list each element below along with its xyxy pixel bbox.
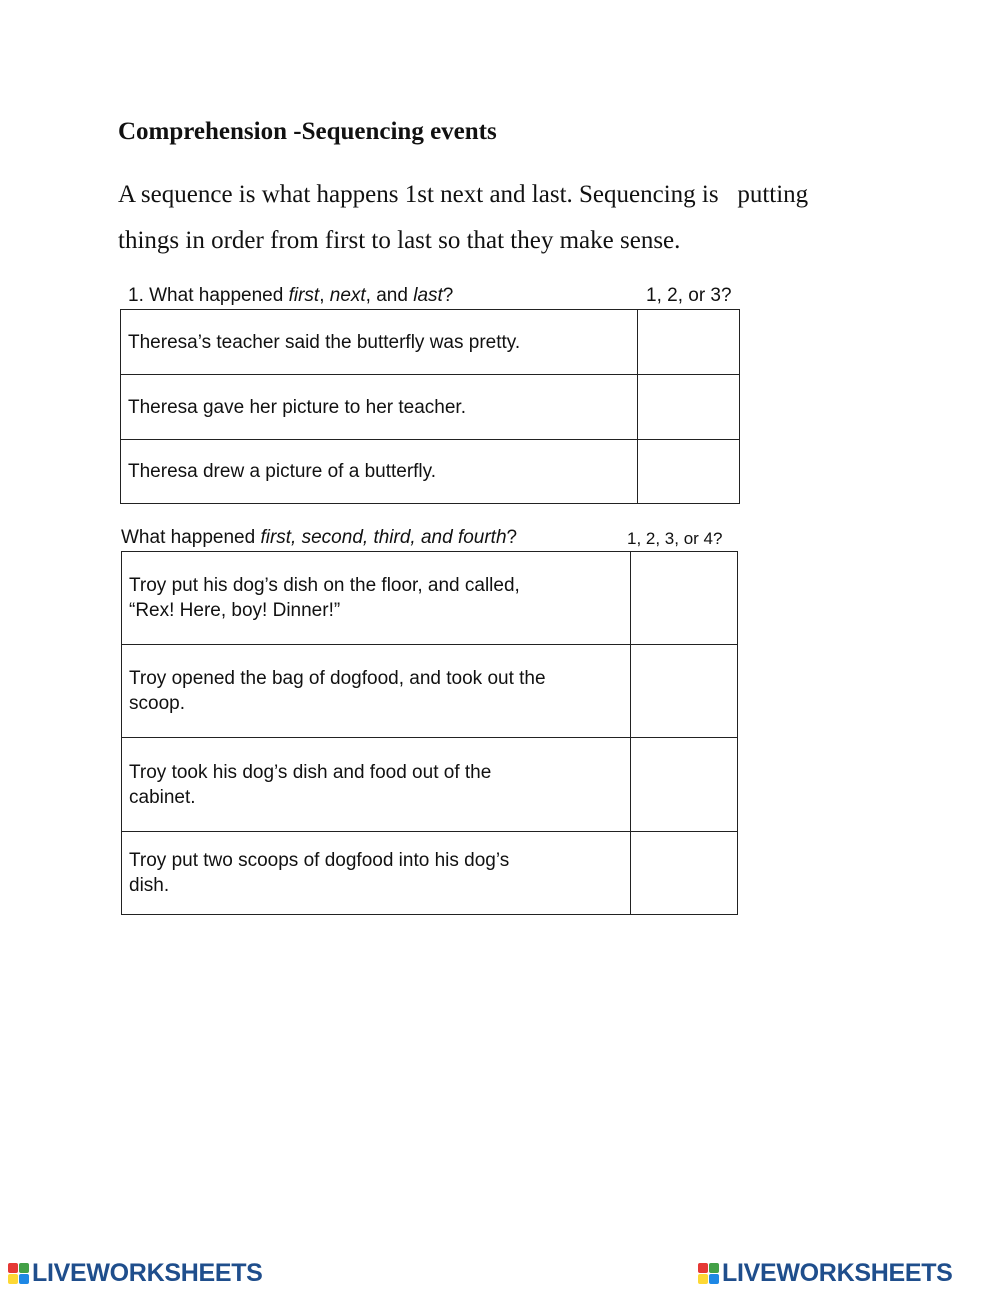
question-1-next: next — [329, 285, 366, 306]
table-row — [122, 738, 738, 832]
question-2-prefix: What happened — [121, 527, 261, 548]
answer-input[interactable] — [631, 859, 737, 887]
answer-input[interactable] — [631, 584, 737, 612]
answer-input[interactable] — [631, 677, 737, 705]
event-text: Theresa gave her picture to her teacher. — [121, 375, 638, 440]
event-line-1: Troy opened the bag of dogfood, and took out the — [129, 668, 546, 689]
event-line-2: cabinet. — [129, 786, 196, 808]
table-row — [121, 440, 740, 504]
answer-cell[interactable] — [638, 310, 740, 375]
question-2-suffix: ? — [506, 527, 518, 548]
answer-input[interactable] — [638, 458, 739, 486]
question-1-first: first — [288, 285, 320, 306]
question-2-table — [121, 551, 738, 915]
question-1-answer-header: 1, 2, or 3? — [646, 285, 732, 306]
table-row — [122, 645, 738, 738]
question-1-sep2: , and — [365, 285, 414, 306]
event-text: Theresa drew a picture of a butterfly. — [121, 440, 638, 504]
question-2-prompt — [121, 527, 517, 549]
question-1-suffix: ? — [442, 285, 454, 306]
table-row — [122, 832, 738, 915]
liveworksheets-logo-icon — [698, 1263, 719, 1284]
event-text — [122, 645, 631, 738]
question-1-table — [120, 309, 740, 504]
answer-cell[interactable] — [631, 645, 738, 738]
logo-text: LIVEWORKSHEETS — [722, 1258, 953, 1287]
question-2-italic: first, second, third, and fourth — [260, 527, 507, 548]
event-text — [122, 832, 631, 915]
question-1-last: last — [413, 285, 443, 306]
intro-line-1: A sequence is what happens 1st next and last. Sequencing is putting — [118, 181, 809, 208]
event-line-1: Troy took his dog’s dish and food out of the — [129, 761, 492, 783]
answer-cell[interactable] — [638, 440, 740, 504]
event-line-1: Troy put two scoops of dogfood into his dog’s — [129, 850, 510, 871]
event-text — [122, 552, 631, 645]
liveworksheets-logo-icon — [8, 1263, 29, 1284]
event-text — [122, 738, 631, 832]
event-line-2: dish. — [129, 875, 170, 896]
answer-cell[interactable] — [631, 832, 738, 915]
answer-input[interactable] — [638, 393, 739, 421]
answer-input[interactable] — [631, 771, 737, 799]
question-2-answer-header: 1, 2, 3, or 4? — [627, 529, 723, 548]
answer-cell[interactable] — [631, 552, 738, 645]
intro-line-2: things in order from first to last so that they make sense. — [118, 227, 681, 254]
event-line-1: Troy put his dog’s dish on the floor, and called, — [129, 575, 520, 596]
liveworksheets-logo-left — [8, 1258, 263, 1288]
answer-cell[interactable] — [631, 738, 738, 832]
worksheet-title: Comprehension -Sequencing events — [118, 118, 497, 145]
answer-cell[interactable] — [638, 375, 740, 440]
question-1-prompt — [128, 285, 453, 307]
table-row — [121, 375, 740, 440]
liveworksheets-logo-right — [698, 1258, 953, 1288]
event-text: Theresa’s teacher said the butterfly was pretty. — [121, 310, 638, 375]
event-line-2: scoop. — [129, 693, 185, 714]
question-1-sep1: , — [319, 285, 330, 306]
question-1-prefix: 1. What happened — [128, 285, 289, 306]
event-line-2: “Rex! Here, boy! Dinner!” — [129, 600, 341, 621]
table-row — [122, 552, 738, 645]
logo-text: LIVEWORKSHEETS — [32, 1258, 263, 1287]
answer-input[interactable] — [638, 328, 739, 356]
table-row — [121, 310, 740, 375]
intro-paragraph — [118, 172, 878, 264]
